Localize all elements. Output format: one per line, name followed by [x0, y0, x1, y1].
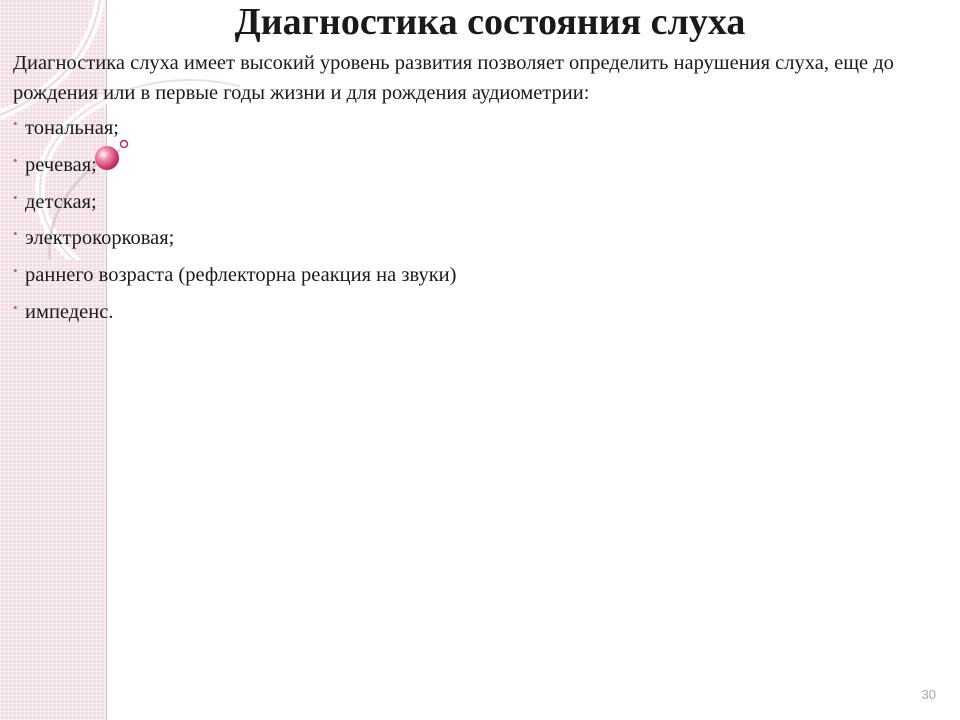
list-item	[13, 223, 456, 260]
list-item	[13, 297, 456, 334]
list-item	[13, 260, 456, 297]
bullet-icon: •	[13, 152, 18, 168]
list-item-text: электрокорковая;	[25, 227, 175, 250]
slide-title: Диагностика состояния слуха	[234, 1, 746, 43]
list-item-text: детская;	[25, 190, 97, 213]
intro-paragraph: Диагностика слуха имеет высокий уровень развития позволяет определить нарушения слуха, еще до рождения или в первые годы жизни и для рождения аудиометрии:	[13, 52, 894, 104]
bullet-icon: •	[13, 226, 18, 242]
list-item-text: речевая;	[25, 153, 97, 176]
page-number: 30	[921, 687, 936, 702]
list-item-text: раннего возраста (рефлекторна реакция на звуки)	[25, 264, 457, 287]
list-item-text: импеденс.	[25, 300, 114, 323]
bullet-icon: •	[13, 263, 18, 279]
list-item	[13, 187, 456, 224]
list-item-text: тональная;	[25, 117, 119, 139]
list-item	[13, 113, 456, 150]
method-list	[13, 113, 456, 334]
bullet-icon: •	[13, 189, 18, 205]
bullet-icon: •	[13, 116, 18, 131]
bullet-icon: •	[13, 299, 18, 315]
list-item	[13, 150, 456, 187]
